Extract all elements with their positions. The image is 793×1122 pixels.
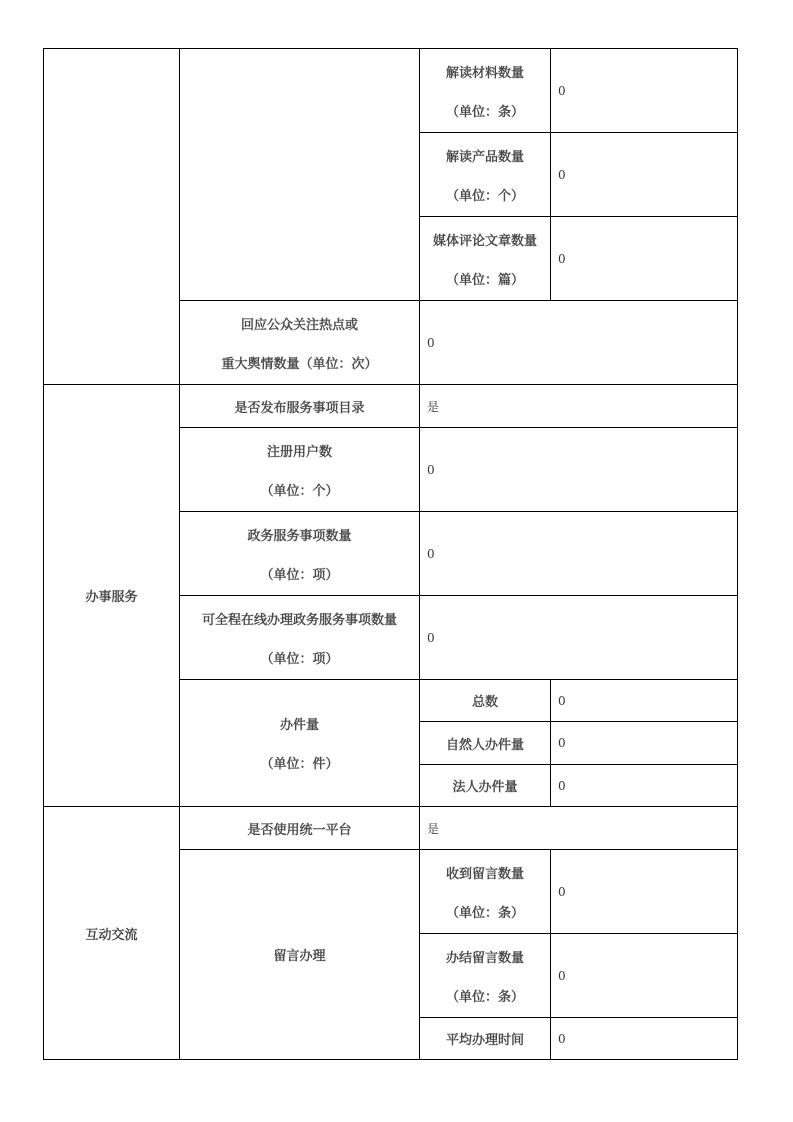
- row-label-cases: 办件量 （单位：件）: [180, 680, 420, 807]
- section-label-interaction: 互动交流: [44, 807, 180, 1060]
- row-value-interpretation-products: 0: [551, 133, 738, 217]
- row-value-messages-handled: 0: [551, 934, 738, 1018]
- row-label-cases-legal: 法人办件量: [420, 765, 551, 807]
- row-value-average-time: 0: [551, 1018, 738, 1060]
- row-label-service-catalog: 是否发布服务事项目录: [180, 385, 420, 428]
- row-label-cases-natural: 自然人办件量: [420, 722, 551, 765]
- row-label-messages-handled: 办结留言数量 （单位：条）: [420, 934, 551, 1018]
- row-value-cases-natural: 0: [551, 722, 738, 765]
- row-label-average-time: 平均办理时间: [420, 1018, 551, 1060]
- row-value-messages-received: 0: [551, 850, 738, 934]
- row-value-cases-legal: 0: [551, 765, 738, 807]
- row-value-interpretation-materials: 0: [551, 49, 738, 133]
- row-label-unified-platform: 是否使用统一平台: [180, 807, 420, 850]
- subsection-cell-empty: [180, 49, 420, 301]
- row-label-online-items: 可全程在线办理政务服务事项数量 （单位：项）: [180, 596, 420, 680]
- row-value-registered-users: 0: [420, 428, 738, 512]
- statistics-table: [43, 48, 738, 1060]
- row-label-messages-received: 收到留言数量 （单位：条）: [420, 850, 551, 934]
- table-row: [44, 807, 738, 850]
- row-value-unified-platform: 是: [420, 807, 738, 850]
- row-value-cases-total: 0: [551, 680, 738, 722]
- row-label-cases-total: 总数: [420, 680, 551, 722]
- row-value-public-hotspots: 0: [420, 301, 738, 385]
- row-label-messages: 留言办理: [180, 850, 420, 1060]
- row-label-registered-users: 注册用户数 （单位：个）: [180, 428, 420, 512]
- row-label-service-items: 政务服务事项数量 （单位：项）: [180, 512, 420, 596]
- row-label-interpretation-materials: 解读材料数量 （单位：条）: [420, 49, 551, 133]
- table-row: [44, 385, 738, 428]
- row-label-interpretation-products: 解读产品数量 （单位：个）: [420, 133, 551, 217]
- row-value-service-items: 0: [420, 512, 738, 596]
- table-row: [44, 49, 738, 133]
- row-label-public-hotspots: 回应公众关注热点或 重大舆情数量（单位：次）: [180, 301, 420, 385]
- section-cell-empty: [44, 49, 180, 385]
- row-value-service-catalog: 是: [420, 385, 738, 428]
- section-label-service: 办事服务: [44, 385, 180, 807]
- row-value-media-articles: 0: [551, 217, 738, 301]
- row-value-online-items: 0: [420, 596, 738, 680]
- row-label-media-articles: 媒体评论文章数量 （单位：篇）: [420, 217, 551, 301]
